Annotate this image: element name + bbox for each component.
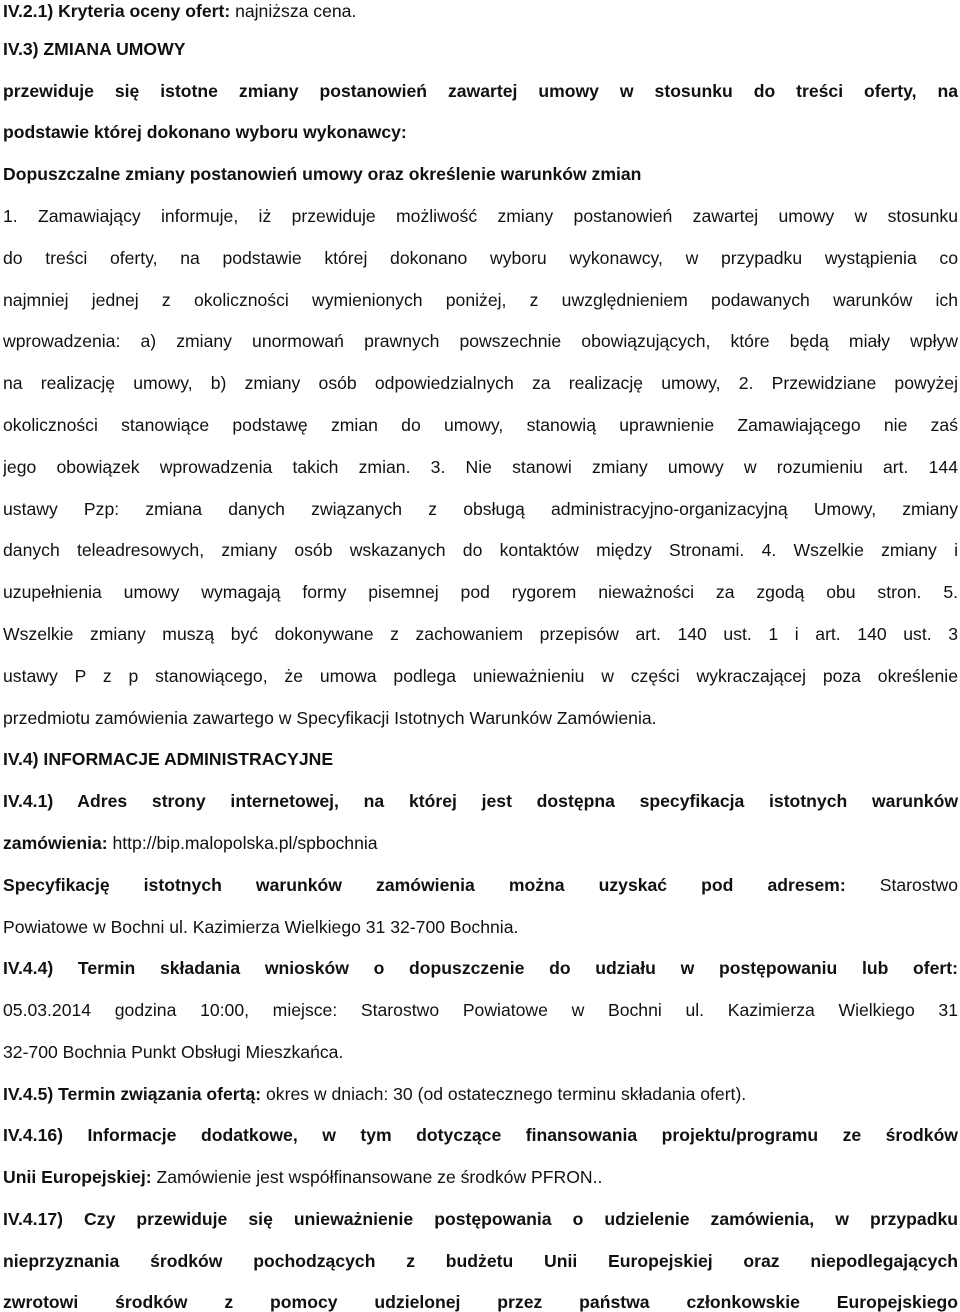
doc-line-body <box>3 705 958 731</box>
line-bold: Specyfikację istotnych warunków zamówienia można uzyskać pod adresem: <box>3 875 846 895</box>
doc-line-url <box>3 830 958 856</box>
line-text: ustawy P z p stanowiącego, że umowa podlega unieważnieniu w części wykraczającej poza określenie <box>3 666 958 686</box>
doc-line-heading <box>3 955 958 981</box>
doc-line-section-heading <box>3 36 958 62</box>
line-bold: przewiduje się istotne zmiany postanowień zawartej umowy w stosunku do treści oferty, na <box>3 81 958 101</box>
doc-line-body <box>3 454 958 480</box>
line-bold: IV.3) ZMIANA UMOWY <box>3 39 186 59</box>
doc-line-heading <box>3 78 958 104</box>
line-text: Starostwo <box>845 875 958 895</box>
doc-line-body <box>3 997 958 1023</box>
doc-line-body <box>3 914 958 940</box>
doc-line-heading <box>3 1289 958 1312</box>
line-bold: IV.4) INFORMACJE ADMINISTRACYJNE <box>3 749 334 769</box>
doc-line-body <box>3 328 958 354</box>
line-bold: IV.4.5) Termin związania ofertą: <box>3 1084 262 1104</box>
doc-line-body <box>3 370 958 396</box>
doc-line-section-heading <box>3 746 958 772</box>
line-text: jego obowiązek wprowadzenia takich zmian. 3. Nie stanowi zmiany umowy w rozumieniu art. 144 <box>3 457 958 477</box>
doc-line-heading <box>3 119 958 145</box>
spec-url-link[interactable]: http://bip.malopolska.pl/spbochnia <box>107 833 378 853</box>
line-bold: zwrotowi środków z pomocy udzielonej przez państwa członkowskie Europejskiego <box>3 1292 958 1312</box>
line-bold: IV.4.4) Termin składania wniosków o dopuszczenie do udziału w postępowaniu lub ofert: <box>3 958 958 978</box>
line-text: okoliczności stanowiące podstawę zmian do umowy, stanowią uprawnienie Zamawiającego nie zaś <box>3 415 958 435</box>
line-text: wprowadzenia: a) zmiany unormowań prawnych powszechnie obowiązujących, które będą miały wpływ <box>3 331 958 351</box>
doc-line-body <box>3 203 958 229</box>
line-bold: IV.4.16) Informacje dodatkowe, w tym dotyczące finansowania projektu/programu ze środków <box>3 1125 958 1145</box>
line-text: do treści oferty, na podstawie której dokonano wyboru wykonawcy, w przypadku wystąpienia co <box>3 248 958 268</box>
doc-line-body <box>3 579 958 605</box>
line-text: przedmiotu zamówienia zawartego w Specyfikacji Istotnych Warunków Zamówienia. <box>3 708 657 728</box>
doc-line-body <box>3 496 958 522</box>
doc-line-heading <box>3 1122 958 1148</box>
doc-line-body <box>3 1039 958 1065</box>
doc-line-heading <box>3 1206 958 1232</box>
doc-line-heading <box>3 161 958 187</box>
line-bold: zamówienia: <box>3 833 108 853</box>
doc-line-heading <box>3 1164 958 1190</box>
line-text: uzupełnienia umowy wymagają formy pisemnej pod rygorem nieważności za zgodą obu stron. 5. <box>3 582 958 602</box>
doc-line-heading <box>3 788 958 814</box>
line-bold: IV.4.1) Adres strony internetowej, na której jest dostępna specyfikacja istotnych warunków <box>3 791 958 811</box>
line-text: najniższa cena. <box>230 1 357 21</box>
doc-line-body <box>3 412 958 438</box>
line-text: danych teleadresowych, zmiany osób wskazanych do kontaktów między Stronami. 4. Wszelkie zmiany i <box>3 540 958 560</box>
line-text: Zamówienie jest współfinansowane ze środków PFRON.. <box>151 1167 603 1187</box>
line-bold: Dopuszczalne zmiany postanowień umowy oraz określenie warunków zmian <box>3 164 642 184</box>
line-bold: Unii Europejskiej: <box>3 1167 152 1187</box>
doc-line-heading <box>3 872 958 898</box>
line-text: na realizację umowy, b) zmiany osób odpowiedzialnych za realizację umowy, 2. Przewidziane powyżej <box>3 373 958 393</box>
doc-line-body <box>3 621 958 647</box>
doc-line-body <box>3 287 958 313</box>
doc-line-body <box>3 663 958 689</box>
doc-line-body <box>3 537 958 563</box>
doc-line-body <box>3 245 958 271</box>
doc-line-heading <box>3 1081 958 1107</box>
line-text: najmniej jednej z okoliczności wymienionych poniżej, z uwzględnieniem podawanych warunków ich <box>3 290 958 310</box>
line-bold: podstawie której dokonano wyboru wykonawcy: <box>3 122 407 142</box>
doc-line-criteria <box>3 0 958 24</box>
line-bold: IV.2.1) Kryteria oceny ofert: <box>3 1 231 21</box>
line-text: 32-700 Bochnia Punkt Obsługi Mieszkańca. <box>3 1042 344 1062</box>
line-bold: nieprzyznania środków pochodzących z budżetu Unii Europejskiej oraz niepodlegających <box>3 1251 958 1271</box>
line-text: ustawy Pzp: zmiana danych związanych z obsługą administracyjno-organizacyjną Umowy, zmiany <box>3 499 958 519</box>
line-text: 1. Zamawiający informuje, iż przewiduje możliwość zmiany postanowień zawartej umowy w stosunku <box>3 206 958 226</box>
line-text: 05.03.2014 godzina 10:00, miejsce: Starostwo Powiatowe w Bochni ul. Kazimierza Wielkiego 31 <box>3 1000 958 1020</box>
line-text: okres w dniach: 30 (od ostatecznego terminu składania ofert). <box>261 1084 747 1104</box>
line-text: Wszelkie zmiany muszą być dokonywane z zachowaniem przepisów art. 140 ust. 1 i art. 140 ust. 3 <box>3 624 958 644</box>
line-bold: IV.4.17) Czy przewiduje się unieważnienie postępowania o udzielenie zamówienia, w przypadku <box>3 1209 958 1229</box>
line-text: Powiatowe w Bochni ul. Kazimierza Wielkiego 31 32-700 Bochnia. <box>3 917 519 937</box>
doc-line-heading <box>3 1248 958 1274</box>
